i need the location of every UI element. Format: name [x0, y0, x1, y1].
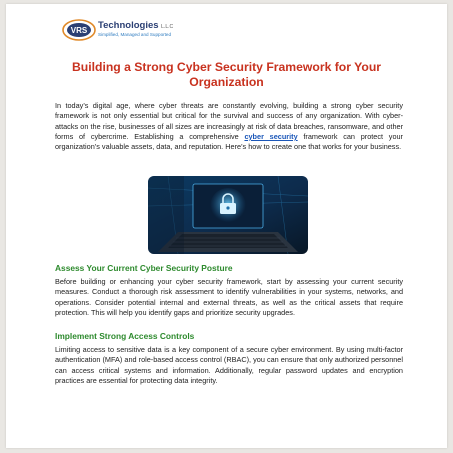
section-body-assess: Before building or enhancing your cyber security framework, start by assessing your current security measures. Conduct a thorough risk assessment to identify vulnerabilities in your systems, networks, and operations. Consider potential internal and external threats, as well as the critical assets that require protection. This will help you identify gaps and prioritize security upgrades.	[55, 277, 403, 317]
brand-tagline: Simplified, Managed and Supported	[98, 32, 172, 37]
logo-mark-icon	[62, 18, 96, 42]
intro-text-start: In today’s digital age, where cyber threats are constantly evolving, building a strong cyber security framework is not only essential but critical for the survival and success of any organization. With cyber-attacks on the rise, businesses of all sizes are increasingly at risk of data breaches, ransomware, and other forms of cybercrime. Establishing a comprehensive	[55, 101, 403, 141]
brand-suffix: L.L.C	[161, 24, 174, 30]
section-heading-access: Implement Strong Access Controls	[55, 331, 195, 341]
brand-name	[98, 20, 173, 31]
hero-image	[148, 176, 308, 254]
intro-paragraph	[55, 101, 403, 152]
intro-text-end: framework can protect your organization’s valuable assets, data, and reputation. Here’s how to create one that works for your business.	[55, 131, 403, 152]
cyber-security-link[interactable]: cyber security	[244, 131, 298, 141]
logo-letters: VRS	[70, 26, 88, 35]
laptop-lock-illustration	[148, 176, 308, 254]
section-body-access: Limiting access to sensitive data is a key component of a secure cyber environment. By using multi-factor authentication (MFA) and role-based access control (RBAC), you can ensure that only authorized personnel can access critical systems and information. Additionally, regular password updates and encryption practices are essential for protecting data integrity.	[55, 345, 403, 385]
article-title: Building a Strong Cyber Security Framework for Your Organization	[71, 60, 382, 89]
section-heading-assess: Assess Your Current Cyber Security Posture	[55, 263, 233, 273]
brand-name-text: Technologies	[98, 20, 159, 31]
document-page	[6, 4, 447, 448]
company-logo	[62, 18, 182, 44]
